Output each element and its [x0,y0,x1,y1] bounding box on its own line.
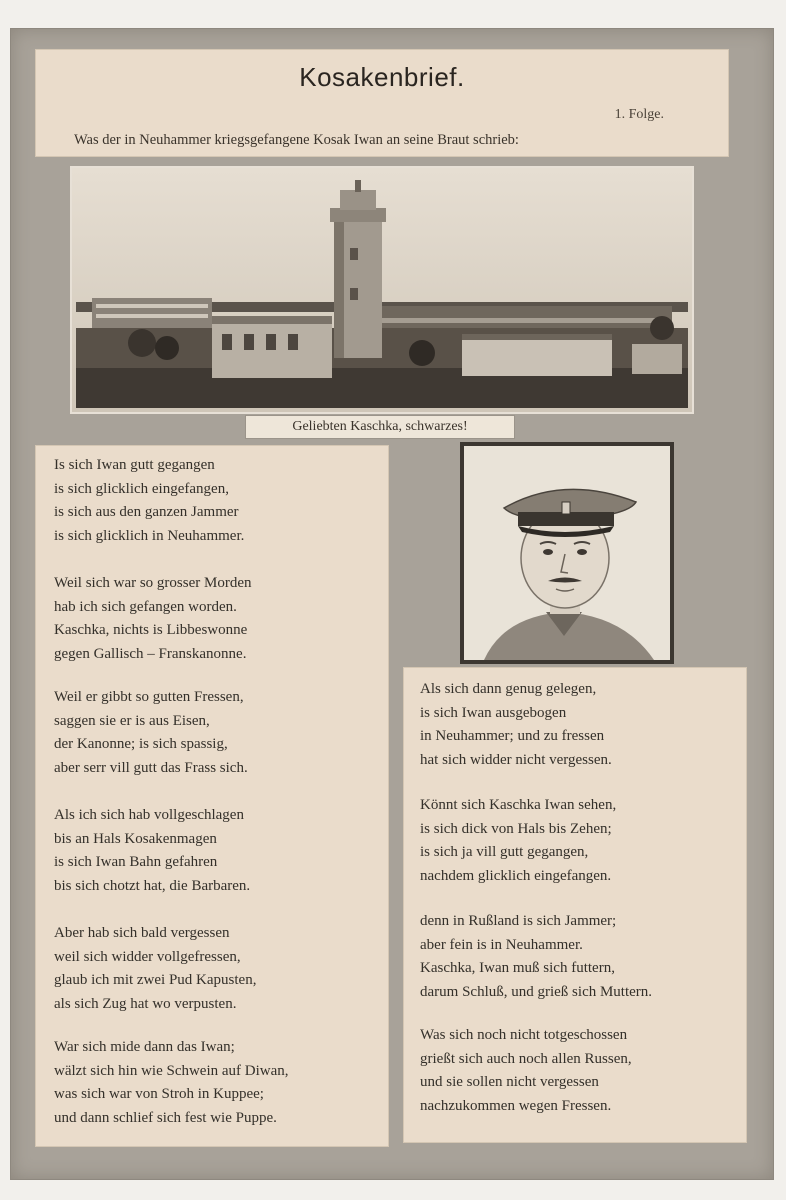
verse-line: nachdem glicklich eingefangen. [420,867,612,884]
stanza [54,686,248,780]
verse-line: nachzukommen wegen Fressen. [420,1097,612,1114]
poem-column-right [404,668,746,1142]
verse-line: glaub ich mit zwei Pud Kapusten, [54,972,257,988]
header-panel [36,50,728,156]
verse-line: Is sich Iwan gutt gegangen [54,457,215,473]
verse-line: Könnt sich Kaschka Iwan sehen, [420,797,617,813]
verse-line: hab ich sich gefangen worden. [54,598,237,615]
verse-line: War sich mide dann das Iwan; [54,1039,235,1055]
verse-line: Als ich sich hab vollgeschlagen [54,807,244,823]
verse-line: was sich war von Stroh in Kuppee; [54,1086,264,1102]
verse-line: und dann schlief sich fest wie Puppe. [54,1109,277,1126]
verse-line: is sich ja vill gutt gegangen, [420,844,589,860]
page-title: Kosakenbrief. [299,62,465,92]
stanza [54,454,244,548]
verse-line: Aber hab sich bald vergessen [54,925,230,941]
verse-line: Als sich dann genug gelegen, [420,681,597,697]
stanza [54,804,250,898]
verse-line: grießt sich auch noch allen Russen, [420,1050,632,1067]
photo-caption: Geliebten Kaschka, schwarzes! [245,415,515,439]
verse-line: is sich glicklich eingefangen, [54,480,229,497]
verse-line: gegen Gallisch – Franskanonne. [54,645,247,662]
stanza [420,910,652,1004]
verse-line: aber fein is in Neuhammer. [420,936,583,953]
verse-line: in Neuhammer; und zu fressen [420,728,605,744]
verse-line: is sich aus den ganzen Jammer [54,504,239,520]
cossack-portrait-image [464,446,670,660]
verse-line: Kaschka, Iwan muß sich futtern, [420,960,615,976]
stanza [54,922,256,1016]
series-number: 1. Folge. [614,107,664,122]
verse-line: darum Schluß, und grieß sich Muttern. [420,983,653,1000]
verse-line: weil sich widder vollgefressen, [54,948,241,965]
verse-line: is sich Iwan Bahn gefahren [54,854,218,870]
stanza [54,572,252,666]
verse-line: als sich Zug hat wo verpusten. [54,995,237,1012]
verse-line: Weil sich war so grosser Morden [54,575,252,591]
camp-photo-image [72,168,692,412]
stanza [54,1036,289,1130]
stanza [420,1024,632,1118]
verse-line: is sich Iwan ausgebogen [420,704,567,721]
verse-line: aber serr vill gutt das Frass sich. [54,759,248,776]
verse-line: saggen sie er is aus Eisen, [54,712,210,729]
verse-line: Kaschka, nichts is Libbeswonne [54,622,248,638]
verse-line: hat sich widder nicht vergessen. [420,751,612,768]
verse-line: bis an Hals Kosakenmagen [54,830,217,847]
cossack-portrait [460,442,674,664]
verse-line: bis sich chotzt hat, die Barbaren. [54,877,251,894]
stanza [420,794,616,888]
verse-line: denn in Rußland is sich Jammer; [420,913,617,929]
verse-line: und sie sollen nicht vergessen [420,1074,599,1090]
poem-column-left [36,446,388,1146]
subtitle: Was der in Neuhammer kriegsgefangene Kosak Iwan an seine Braut schrieb: [74,132,519,148]
verse-line: Was sich noch nicht totgeschossen [420,1027,628,1043]
stanza [420,678,612,772]
verse-line: is sich glicklich in Neuhammer. [54,527,245,544]
camp-photo [72,168,692,412]
verse-line: wälzt sich hin wie Schwein auf Diwan, [54,1062,289,1079]
verse-line: der Kanonne; is sich spassig, [54,736,228,752]
verse-line: is sich dick von Hals bis Zehen; [420,820,612,837]
verse-line: Weil er gibbt so gutten Fressen, [54,689,244,705]
